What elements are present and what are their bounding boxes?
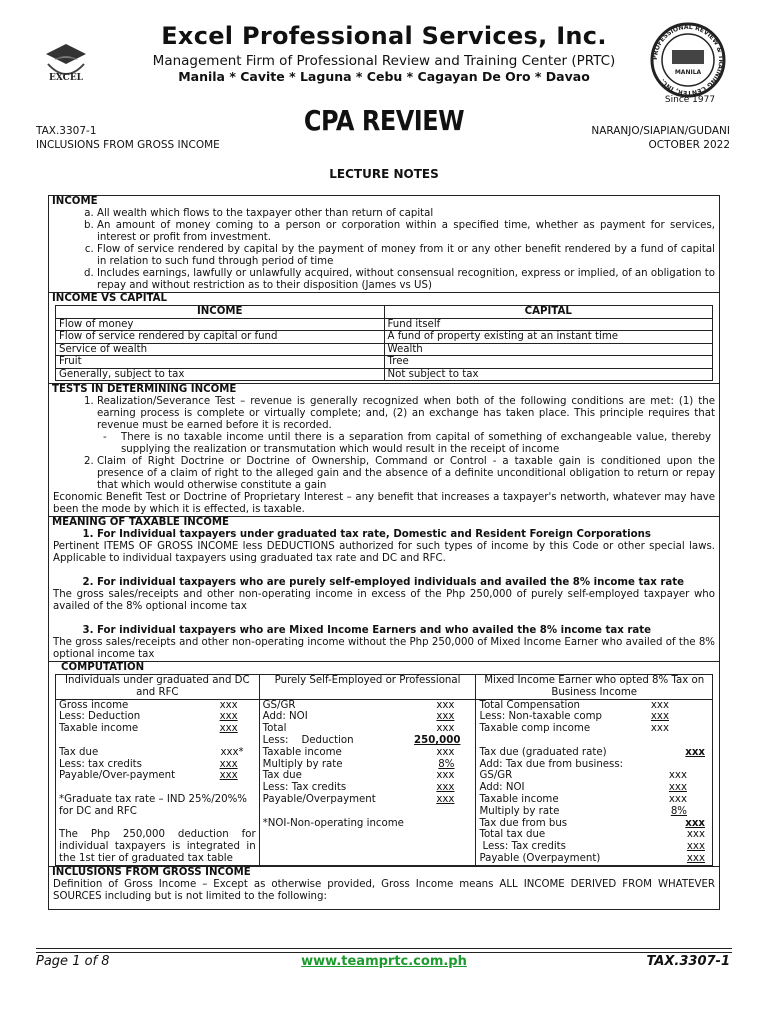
graduated-rate-note: *Graduate tax rate – IND 25%/20%% for DC and RFC	[59, 793, 247, 817]
line-label: Taxable income	[479, 793, 559, 805]
table-row	[56, 343, 713, 356]
test-realization: Realization/Severance Test – revenue is generally recognized when both of the following conditions are met: (1) the earning process is complete or virtually complete; and, (2) an exchange has taken place. This principle requires that revenue must be earned before it is recorded.	[97, 396, 715, 431]
table-cell: Flow of service rendered by capital or fund	[56, 331, 385, 344]
list-item	[97, 396, 719, 456]
seal-text: PROFESSIONAL REVIEW & TRAINING CENTER, INC.	[651, 23, 725, 97]
doc-topic: INCLUSIONS FROM GROSS INCOME	[36, 139, 220, 151]
line-value: xxx	[219, 758, 238, 770]
taxable-income-section	[49, 517, 719, 662]
income-title: INCOME	[52, 196, 98, 207]
logo-text: EXCEL	[48, 73, 84, 83]
line-value: xxx	[436, 770, 455, 782]
graduated-computation	[56, 699, 260, 865]
line-label: Add: Tax due from business:	[479, 758, 624, 770]
line-label: Less: Tax credits	[262, 782, 347, 794]
line-label: Less: Non-taxable comp	[479, 711, 603, 723]
line-label: Add: NOI	[479, 782, 525, 794]
line-label: Less: Tax credits	[482, 841, 566, 853]
line-label: Tax due (graduated rate)	[479, 746, 607, 758]
org-subtitle: Management Firm of Professional Review and Training Center (PRTC)	[152, 53, 616, 69]
col-header-income: INCOME	[56, 306, 385, 319]
list-item: a. All wealth which flows to the taxpayer other than return of capital	[97, 208, 719, 220]
sub-list	[97, 432, 715, 456]
prtc-seal-icon	[650, 22, 726, 98]
line-value: 250,000	[414, 734, 461, 746]
computation-table	[55, 674, 713, 866]
table-cell: Wealth	[384, 343, 713, 356]
line-value: xxx	[668, 793, 687, 805]
line-label: Tax due	[59, 746, 99, 758]
line-label: Deduction	[301, 734, 354, 746]
line-value: xxx	[219, 699, 238, 711]
list-item: c. Flow of service rendered by capital by the payment of money from it or any other benefit rendered by a fund of capital in relation to such fund through period of time	[97, 244, 719, 268]
line-value: xxx	[436, 723, 455, 735]
table-cell: Fruit	[56, 356, 385, 369]
inclusions-section	[49, 867, 719, 909]
doc-meta-right	[591, 124, 730, 152]
line-label: Less:	[262, 734, 289, 746]
list-item: 3. For individual taxpayers who are Mixed Income Earners and who availed the 8% income tax rate	[97, 625, 719, 637]
line-label: GS/GR	[262, 699, 296, 711]
income-capital-table	[55, 305, 713, 381]
taxable-p3: The gross sales/receipts and other non-operating income without the Php 250,000 of Mixed Income Earner who availed of the 8% optional income tax	[53, 637, 715, 660]
table-row	[56, 318, 713, 331]
economic-benefit-test: Economic Benefit Test or Doctrine of Proprietary Interest – any benefit that increases a taxpayer's networth, whatever may have been the mode by which it is effected, is taxable.	[53, 492, 715, 515]
taxable-h1-list	[49, 529, 719, 541]
since-year: Since 1977	[664, 95, 716, 105]
income-list	[49, 208, 719, 292]
lecture-notes-title: LECTURE NOTES	[329, 167, 439, 181]
org-cities: Manila * Cavite * Laguna * Cebu * Cagayan De Oro * Davao	[178, 69, 590, 84]
line-value: 8%	[670, 805, 687, 817]
line-label: Gross income	[59, 699, 129, 711]
table-cell: Service of wealth	[56, 343, 385, 356]
table-cell: Flow of money	[56, 318, 385, 331]
taxable-h3-list	[49, 625, 719, 637]
income-vs-capital-title: INCOME VS CAPITAL	[52, 293, 168, 304]
line-value: xxx	[685, 746, 705, 758]
list-item: 2. For individual taxpayers who are purely self-employed individuals and availed the 8% income tax rate	[97, 577, 719, 589]
line-label: Taxable comp income	[479, 723, 591, 735]
table-row	[56, 331, 713, 344]
list-item: 1. For Individual taxpayers under graduated tax rate, Domestic and Resident Foreign Corporations	[97, 529, 719, 541]
footer-divider	[36, 948, 732, 953]
income-vs-capital-section	[49, 293, 719, 384]
mixed-income-computation	[476, 699, 713, 865]
cpa-review-banner: CPA REVIEW	[303, 104, 465, 138]
line-value: 8%	[438, 758, 455, 770]
line-value: xxx	[650, 723, 669, 735]
col-header-mixed: Mixed Income Earner who opted 8% Tax on Business Income	[476, 675, 713, 700]
line-label: Taxable income	[59, 723, 139, 735]
line-value: xxx	[650, 699, 669, 711]
list-item: - There is no taxable income until there is a separation from capital of something of exchangeable value, thereby supplying the realization or transmutation which would result in the receipt of income	[121, 432, 715, 456]
table-cell: Tree	[384, 356, 713, 369]
table-row	[56, 368, 713, 381]
line-label: Multiply by rate	[479, 805, 560, 817]
line-value: xxx	[686, 841, 705, 853]
taxable-h2-list	[49, 577, 719, 589]
list-item: b. An amount of money coming to a person or corporation within a specified time, whether as payment for services, interest or profit from investment.	[97, 220, 719, 244]
lecture-content	[48, 195, 720, 910]
line-value: xxx	[436, 746, 455, 758]
line-value: xxx	[668, 782, 687, 794]
taxable-income-title: MEANING OF TAXABLE INCOME	[52, 517, 229, 528]
line-label: GS/GR	[479, 770, 513, 782]
line-label: Tax due from bus	[479, 817, 568, 829]
col-header-self-employed: Purely Self-Employed or Professional	[259, 675, 476, 700]
tests-title: TESTS IN DETERMINING INCOME	[52, 384, 237, 395]
line-label: Payable/Over-payment	[59, 770, 176, 782]
line-value: xxx*	[220, 746, 244, 758]
taxable-p2: The gross sales/receipts and other non-operating income in excess of the Php 250,000 of purely self-employed taxpayer who availed of the 8% optional income tax	[53, 589, 715, 612]
line-value: xxx	[685, 817, 705, 829]
line-label: Less: Deduction	[59, 711, 141, 723]
doc-date: OCTOBER 2022	[648, 139, 730, 151]
line-value: xxx	[686, 852, 705, 864]
line-label: Tax due	[262, 770, 302, 782]
line-value: xxx	[436, 793, 455, 805]
line-label: Total	[262, 723, 287, 735]
inclusions-title: INCLUSIONS FROM GROSS INCOME	[52, 866, 251, 878]
line-label: Add: NOI	[262, 711, 308, 723]
table-row	[56, 356, 713, 369]
col-header-graduated: Individuals under graduated and DC and RFC	[56, 675, 260, 700]
line-value: xxx	[436, 699, 455, 711]
line-label: Less: tax credits	[59, 758, 142, 770]
doc-authors: NARANJO/SIAPIAN/GUDANI	[591, 125, 730, 137]
page-number: Page 1 of 8	[36, 954, 110, 969]
line-value: xxx	[436, 782, 455, 794]
line-value: xxx	[436, 711, 455, 723]
inclusions-definition: Definition of Gross Income – Except as otherwise provided, Gross Income means ALL INCOME DERIVED FROM WHATEVER SOURCES including but is not limited to the following:	[53, 878, 715, 902]
tests-list	[49, 396, 719, 492]
table-cell: Fund itself	[384, 318, 713, 331]
line-label: Multiply by rate	[262, 758, 343, 770]
income-section	[49, 196, 719, 293]
line-label: Taxable income	[262, 746, 342, 758]
col-header-capital: CAPITAL	[384, 306, 713, 319]
website-link[interactable]: www.teamprtc.com.ph	[301, 954, 467, 969]
table-cell: Generally, subject to tax	[56, 368, 385, 381]
computation-section	[49, 662, 719, 867]
self-employed-computation	[259, 699, 476, 865]
line-value: xxx	[219, 723, 238, 735]
list-item: d. Includes earnings, lawfully or unlawfully acquired, without consensual recognition, express or implied, of an obligation to repay and without restriction as to their disposition (James vs US)	[97, 268, 719, 292]
line-label: Total Compensation	[479, 699, 581, 711]
list-item: 2. Claim of Right Doctrine or Doctrine of Ownership, Command or Control - a taxable gain is conditioned upon the presence of a claim of right to the alleged gain and the absence of a definite unconditional obligation to return or repay that which would otherwise constitute a gain	[97, 456, 719, 492]
line-value: xxx	[219, 770, 238, 782]
org-name: Excel Professional Services, Inc.	[161, 22, 607, 50]
footer-doc-code: TAX.3307-1	[646, 954, 730, 969]
doc-code: TAX.3307-1	[36, 125, 97, 137]
line-label: Payable (Overpayment)	[479, 852, 601, 864]
table-cell: A fund of property existing at an instant time	[384, 331, 713, 344]
line-value: xxx	[668, 770, 687, 782]
line-value: xxx	[650, 711, 669, 723]
line-label: Payable/Overpayment	[262, 793, 376, 805]
noi-note: *NOI-Non-operating income	[262, 817, 404, 829]
seal-center-text: MANILA	[674, 69, 702, 76]
deduction-note: The Php 250,000 deduction for individual taxpayers is integrated in the 1st tier of graduated tax table	[59, 829, 256, 864]
taxable-p1: Pertinent ITEMS OF GROSS INCOME less DEDUCTIONS authorized for such types of income by this Code or other special laws. Applicable to individual taxpayers using graduated tax rate and DC and RFC.	[53, 541, 715, 564]
line-value: xxx	[219, 711, 238, 723]
letterhead	[0, 0, 768, 120]
tests-section	[49, 384, 719, 517]
line-value: xxx	[686, 829, 705, 841]
table-cell: Not subject to tax	[384, 368, 713, 381]
computation-title: COMPUTATION	[61, 662, 145, 673]
line-label: Total tax due	[479, 829, 546, 841]
